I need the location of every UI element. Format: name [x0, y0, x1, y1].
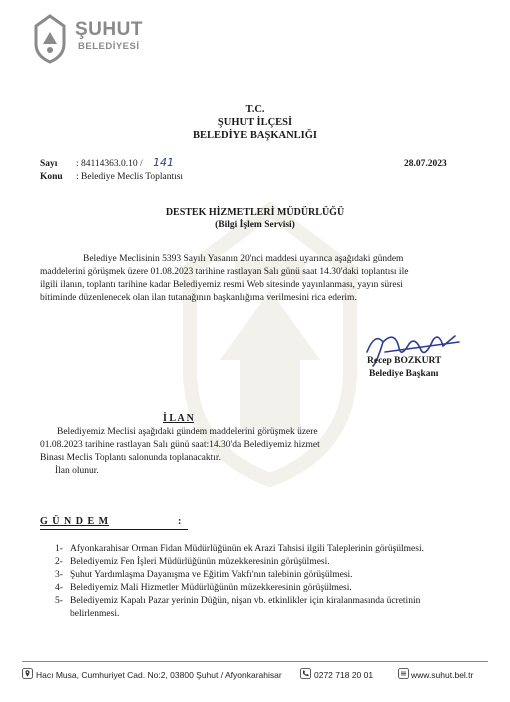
agenda-item-5: Belediyemiz Kapalı Pazar yerinin Düğün, nişan vb. etkinlikler için kiralanmasında ücretinin [70, 596, 421, 606]
ilan-line-2: 01.08.2023 tarihine rastlayan Salı günü saat:14.30'da Belediyemiz hizmet [40, 440, 320, 450]
agenda-item-1-num: 1- [55, 544, 63, 554]
agenda-item-3-num: 3- [55, 570, 63, 580]
body-line-4: bitiminde düzenlenecek olan ilan tutanağının başkanlığıma verilmesini rica ederim. [40, 293, 357, 303]
title-tc: T.C. [245, 104, 265, 115]
body-line-1: Belediye Meclisinin 5393 Sayılı Yasanın 20'nci maddesi uyarınca aşağıdaki gündem [83, 254, 404, 264]
gundem-colon: : [178, 516, 182, 527]
ilan-line-4: İlan olunur. [55, 466, 99, 476]
phone-icon [300, 668, 311, 679]
signer-name: Recep BOZKURT [367, 356, 442, 366]
title-district: ŞUHUT İLÇESİ [217, 117, 293, 128]
logo-text: ŞUHUT [75, 19, 143, 40]
ilan-line-3: Binası Meclis Toplantı salonunda toplanacaktır. [40, 453, 221, 463]
document-date: 28.07.2023 [404, 159, 447, 169]
agenda-item-5-continued: belirlenmesi. [70, 609, 120, 619]
ilan-line-1: Belediyemiz Meclisi aşağıdaki gündem maddelerini görüşmek üzere [57, 427, 318, 437]
gundem-heading: G Ü N D E M [40, 516, 110, 527]
footer-divider [22, 661, 488, 662]
agenda-item-2-num: 2- [55, 557, 63, 567]
sayi-handwritten: 141 [153, 156, 174, 169]
body-line-2: maddelerini görüşmek üzere 01.08.2023 tarihine rastlayan Salı günü saat 14.30'daki toplantısı ile [40, 267, 409, 277]
agenda-item-1: Afyonkarahisar Orman Fidan Müdürlüğünün ek Arazi Tahsisi ilgili Taleplerinin görüşülmesi. [70, 544, 424, 554]
sayi-label: Sayı [40, 159, 58, 169]
recipient-unit: DESTEK HİZMETLERİ MÜDÜRLÜĞÜ [165, 207, 345, 218]
gundem-underline [40, 529, 188, 530]
logo-subtext: BELEDİYESİ [78, 41, 140, 52]
ilan-heading: İ L A N [163, 413, 194, 424]
konu-label: Konu [40, 172, 63, 182]
recipient-service: (Bilgi İşlem Servisi) [215, 220, 295, 230]
footer-website[interactable]: www.suhut.bel.tr [411, 670, 474, 680]
agenda-item-4-num: 4- [55, 583, 63, 593]
location-pin-icon [22, 668, 33, 679]
agenda-item-5-num: 5- [55, 596, 63, 606]
signer-title: Belediye Başkanı [369, 369, 439, 379]
footer-address: Hacı Musa, Cumhuriyet Cad. No:2, 03800 Şuhut / Afyonkarahisar [36, 670, 282, 680]
web-icon [398, 668, 409, 679]
agenda-item-4: Belediyemiz Mali Hizmetler Müdürlüğünün müzekkeresinin görüşülmesi. [70, 583, 352, 593]
konu-value: : Belediye Meclis Toplantısı [76, 172, 184, 182]
sayi-value: : 84114363.0.10 / [76, 159, 143, 169]
agenda-item-2: Belediyemiz Fen İşleri Müdürlüğünün müzekkeresinin görüşülmesi. [70, 557, 330, 567]
agenda-item-3: Şuhut Yardımlaşma Dayanışma ve Eğitim Vakfı'nın talebinin görüşülmesi. [70, 570, 353, 580]
title-office: BELEDİYE BAŞKANLIĞI [193, 130, 317, 141]
footer-phone: 0272 718 20 01 [314, 670, 374, 680]
body-line-3: ilgili ilanın, toplantı tarihine kadar Belediyemiz resmi Web sitesinde yayınlanması, yayın süresi [40, 280, 403, 290]
